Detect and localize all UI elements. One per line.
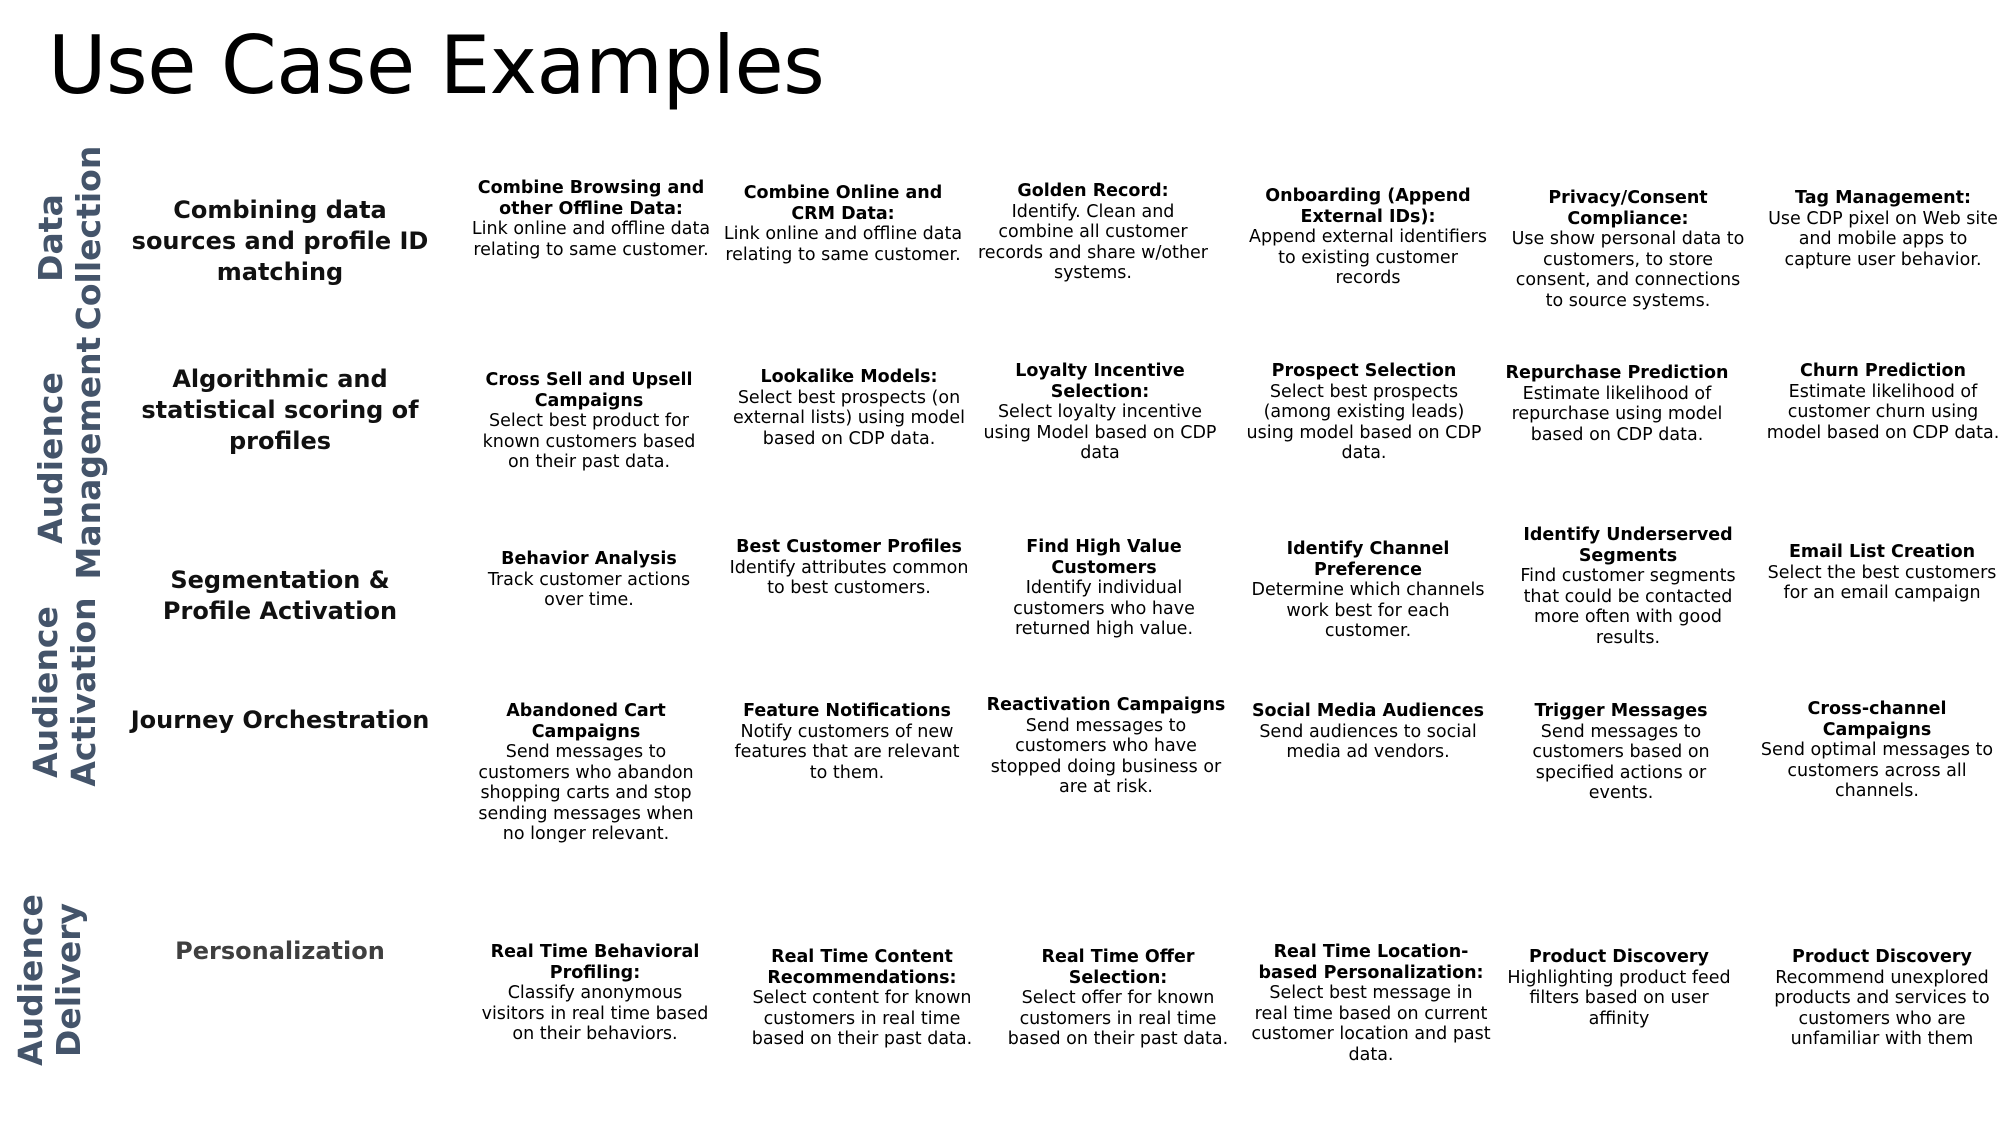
use-case-description: Identify attributes common to best customers.: [729, 557, 969, 598]
use-case-card: [742, 947, 982, 1050]
use-case-description: Identify. Clean and combine all customer records and share w/other systems.: [978, 201, 1208, 283]
use-case-title: Real Time Offer Selection:: [1041, 947, 1195, 988]
section-label-line: Delivery: [49, 902, 88, 1058]
category-data-sources: Combining data sources and profile ID matching: [131, 196, 429, 286]
use-case-description: Send messages to customers who have stopped doing business or are at risk.: [990, 715, 1222, 797]
use-case-description: Send optimal messages to customers across all channels.: [1760, 740, 1994, 801]
use-case-description: Estimate likelihood of customer churn using model based on CDP data.: [1766, 381, 2000, 443]
section-label-audience-delivery: [10, 830, 90, 1130]
use-case-title: Best Customer Profiles: [736, 537, 962, 557]
use-case-description: Find customer segments that could be contacted more often with good results.: [1520, 566, 1736, 648]
use-case-title: Lookalike Models:: [760, 367, 938, 387]
use-case-title: Cross-channel Campaigns: [1807, 699, 1947, 740]
use-case-description: Classify anonymous visitors in real time based on their behaviors.: [481, 983, 709, 1044]
use-case-description: Identify individual customers who have returned high value.: [1013, 578, 1195, 639]
use-case-description: Use show personal data to customers, to store consent, and connections to source systems.: [1511, 229, 1745, 311]
use-case-title: Feature Notifications: [743, 701, 951, 721]
use-case-card: [1763, 188, 2000, 270]
use-case-card: [1248, 539, 1488, 642]
use-case-description: Highlighting product feed filters based on user affinity: [1507, 967, 1731, 1029]
use-case-card: [1251, 942, 1491, 1065]
use-case-description: Select the best customers for an email campaign: [1767, 562, 1997, 603]
use-case-description: Select best message in real time based on current customer location and past data.: [1251, 983, 1491, 1065]
use-case-title: Combine Online and CRM Data:: [743, 183, 943, 224]
use-case-title: Churn Prediction: [1799, 361, 1966, 381]
category-scoring: Algorithmic and statistical scoring of profiles: [141, 365, 419, 455]
use-case-description: Recommend unexplored products and services to customers who are unfamiliar with them: [1774, 967, 1990, 1049]
use-case-card: [973, 181, 1213, 284]
use-case-description: Link online and offline data relating to same customer.: [471, 219, 711, 260]
use-case-card: [1757, 699, 1997, 802]
use-case-card: [1497, 363, 1737, 445]
use-case-card: [475, 942, 715, 1045]
use-case-title: Real Time Behavioral Profiling:: [490, 942, 700, 983]
use-case-title: Tag Management:: [1795, 188, 1971, 208]
use-case-description: Select content for known customers in real time based on their past data.: [751, 988, 973, 1049]
use-case-description: Select loyalty incentive using Model based on CDP data: [983, 402, 1217, 463]
use-case-card: [1501, 701, 1741, 804]
use-case-title: Combine Browsing and other Offline Data:: [477, 178, 705, 219]
use-case-card: [986, 695, 1226, 798]
section-label-audience-activation: [25, 542, 105, 842]
use-case-description: Send messages to customers who abandon shopping carts and stop sending messages when no longer relevant.: [478, 742, 694, 844]
use-case-card: [469, 370, 709, 473]
category-segmentation: Segmentation & Profile Activation: [162, 566, 398, 625]
use-case-card: [469, 549, 709, 611]
use-case-title: Social Media Audiences: [1251, 701, 1485, 721]
use-case-description: Estimate likelihood of repurchase using model based on CDP data.: [1511, 383, 1723, 445]
use-case-title: Loyalty Incentive Selection:: [1015, 361, 1185, 402]
page-title: Use Case Examples: [48, 19, 825, 112]
use-case-title: Golden Record:: [1017, 181, 1169, 201]
use-case-title: Onboarding (Append External IDs):: [1265, 186, 1471, 227]
use-case-card: [984, 537, 1224, 640]
use-case-card: [1508, 188, 1748, 311]
use-case-description: Select best prospects (on external lists) using model based on CDP data.: [732, 387, 966, 449]
category-personalization: Personalization: [175, 937, 385, 965]
use-case-card: [471, 178, 711, 260]
use-case-card: [729, 537, 969, 599]
use-case-card: [1244, 361, 1484, 464]
use-case-title: Real Time Content Recommendations:: [767, 947, 957, 988]
use-case-title: Real Time Location-based Personalization:: [1258, 942, 1484, 983]
use-case-title: Repurchase Prediction: [1505, 363, 1729, 383]
use-case-title: Reactivation Campaigns: [986, 695, 1226, 715]
use-case-title: Product Discovery: [1792, 947, 1972, 967]
use-case-card: [729, 367, 969, 449]
use-case-card: [980, 361, 1220, 464]
use-case-title: Cross Sell and Upsell Campaigns: [485, 370, 693, 411]
use-case-title: Find High Value Customers: [1026, 537, 1182, 578]
use-case-title: Identify Underserved Segments: [1523, 525, 1733, 566]
use-case-description: Determine which channels work best for each customer.: [1251, 580, 1485, 641]
use-case-card: [727, 701, 967, 783]
section-label-line: Audience: [31, 372, 70, 544]
use-case-card: [1508, 525, 1748, 648]
use-case-title: Product Discovery: [1529, 947, 1709, 967]
section-label-line: Data: [31, 194, 70, 282]
use-case-title: Privacy/Consent Compliance:: [1548, 188, 1708, 229]
category-journey-orchestration: Journey Orchestration: [130, 706, 430, 734]
use-case-description: Notify customers of new features that are relevant to them.: [734, 721, 960, 783]
section-label-line: Management: [69, 336, 108, 580]
use-case-description: Use CDP pixel on Web site and mobile apps to capture user behavior.: [1768, 208, 1998, 270]
use-case-title: Prospect Selection: [1271, 361, 1457, 381]
use-case-description: Send audiences to social media ad vendors.: [1259, 721, 1477, 762]
use-case-card: [723, 183, 963, 265]
section-label-line: Audience: [11, 894, 50, 1066]
use-case-card: [1762, 542, 2000, 604]
use-case-description: Send messages to customers based on specified actions or events.: [1532, 721, 1710, 803]
use-case-description: Select offer for known customers in real time based on their past data.: [1007, 988, 1229, 1049]
section-label-line: Audience: [26, 606, 65, 778]
use-case-card: [466, 701, 706, 845]
use-case-card: [1762, 947, 2000, 1050]
use-case-title: Trigger Messages: [1534, 701, 1708, 721]
use-case-title: Abandoned Cart Campaigns: [506, 701, 666, 742]
use-case-description: Track customer actions over time.: [487, 569, 691, 610]
use-case-card: [993, 947, 1243, 1050]
use-case-card: [1499, 947, 1739, 1029]
use-case-description: Link online and offline data relating to same customer.: [723, 224, 963, 265]
section-label-line: Collection: [69, 145, 108, 331]
use-case-card: [1763, 361, 2000, 443]
use-case-description: Select best prospects (among existing leads) using model based on CDP data.: [1246, 381, 1482, 463]
use-case-title: Identify Channel Preference: [1286, 539, 1450, 580]
use-case-card: [1248, 186, 1488, 289]
use-case-title: Email List Creation: [1788, 542, 1976, 562]
use-case-title: Behavior Analysis: [501, 549, 677, 569]
section-label-line: Activation: [64, 597, 103, 787]
use-case-card: [1248, 701, 1488, 763]
use-case-description: Select best product for known customers based on their past data.: [482, 411, 696, 472]
use-case-description: Append external identifiers to existing customer records: [1249, 227, 1487, 288]
